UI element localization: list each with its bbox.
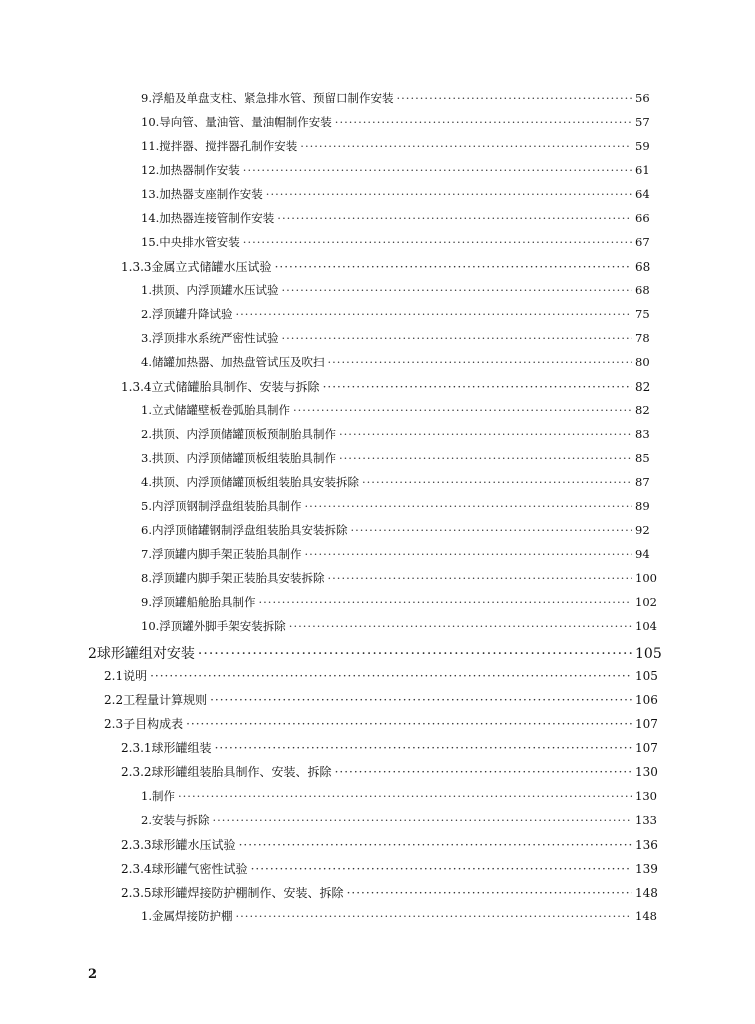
- dot-leader: [327, 571, 632, 585]
- toc-entry-page: 139: [635, 862, 658, 876]
- toc-entry-number: 2.2: [104, 693, 124, 707]
- toc-entry-number: 1.: [141, 283, 152, 297]
- toc-entry-title: 加热器连接管制作安装: [159, 211, 275, 225]
- toc-entry-number: 10.: [141, 619, 160, 633]
- toc-entry-title: 球形罐气密性试验: [151, 862, 248, 876]
- toc-entry-title: 拱顶、内浮顶储罐顶板组装胎具制作: [151, 451, 336, 465]
- toc-entry-number: 14.: [141, 211, 160, 225]
- toc-entry-page: 80: [635, 355, 650, 369]
- toc-entry-title: 球形罐组对安装: [96, 646, 195, 662]
- toc-entry-page: 130: [635, 765, 658, 779]
- dot-leader: [350, 523, 632, 537]
- dot-leader: [243, 163, 632, 177]
- dot-leader: [178, 789, 632, 803]
- dot-leader: [323, 380, 632, 394]
- toc-entry-number: 9.: [141, 595, 152, 609]
- toc-entry-number: 11.: [141, 139, 160, 153]
- toc-entry-page: 75: [635, 307, 650, 321]
- toc-entry[interactable]: [141, 306, 649, 322]
- toc-entry-page: 107: [635, 741, 658, 755]
- toc-entry[interactable]: [141, 570, 657, 586]
- toc-entry-title: 立式储罐壁板卷弧胎具制作: [151, 403, 290, 417]
- dot-leader: [239, 838, 632, 852]
- toc-entry-page: 61: [635, 163, 650, 177]
- dot-leader: [210, 693, 632, 707]
- toc-entry-number: 1.3.4: [121, 380, 152, 394]
- dot-leader: [289, 619, 632, 633]
- toc-entry[interactable]: [141, 162, 649, 178]
- toc-entry[interactable]: [121, 884, 658, 901]
- toc-entry-page: 78: [635, 331, 650, 345]
- toc-entry[interactable]: [121, 378, 649, 395]
- toc-entry-number: 3.: [141, 331, 152, 345]
- toc-entry-title: 球形罐水压试验: [151, 838, 236, 852]
- toc-entry-page: 85: [635, 451, 650, 465]
- toc-entry-number: 15.: [141, 235, 160, 249]
- toc-entry-page: 102: [635, 595, 657, 609]
- toc-entry-title: 储罐加热器、加热盘管试压及吹扫: [151, 355, 325, 369]
- toc-entry-page: 100: [635, 571, 657, 585]
- toc-entry-number: 2.3.1: [121, 741, 152, 755]
- dot-leader: [335, 115, 632, 129]
- toc-entry[interactable]: [141, 474, 649, 490]
- toc-entry-page: 57: [635, 115, 650, 129]
- dot-leader: [275, 260, 632, 274]
- toc-entry-page: 64: [635, 187, 650, 201]
- dot-leader: [251, 862, 632, 876]
- toc-entry-title: 导向管、量油管、量油帽制作安装: [159, 115, 332, 129]
- dot-leader: [362, 475, 632, 489]
- toc-entry-page: 148: [635, 886, 658, 900]
- toc-entry-title: 说明: [123, 669, 148, 683]
- toc-entry-page: 104: [635, 619, 657, 633]
- toc-entry[interactable]: [141, 138, 649, 154]
- dot-leader: [215, 741, 632, 755]
- toc-entry[interactable]: [121, 258, 649, 275]
- toc-entry-title: 球形罐组装: [151, 741, 212, 755]
- toc-entry-title: 浮顶罐升降试验: [151, 307, 233, 321]
- toc-entry[interactable]: [141, 354, 649, 370]
- toc-entry-title: 拱顶、内浮顶罐水压试验: [151, 283, 279, 297]
- toc-entry[interactable]: [141, 788, 657, 804]
- toc-entry-page: 68: [635, 260, 651, 274]
- toc-entry-page: 68: [635, 283, 650, 297]
- toc-entry-title: 工程量计算规则: [123, 693, 208, 707]
- toc-entry-page: 92: [635, 523, 650, 537]
- dot-leader: [281, 331, 632, 345]
- toc-entry-title: 中央排水管安装: [159, 235, 240, 249]
- toc-entry-number: 2.: [141, 307, 152, 321]
- dot-leader: [347, 886, 632, 900]
- dot-leader: [277, 211, 632, 225]
- toc-entry-number: 2: [88, 646, 97, 662]
- toc-entry-page: 82: [635, 403, 650, 417]
- page-number: 2: [88, 967, 98, 982]
- toc-entry-title: 拱顶、内浮顶储罐顶板组装胎具安装拆除: [151, 475, 359, 489]
- toc-entry-number: 2.: [141, 427, 152, 441]
- toc-entry[interactable]: [141, 282, 649, 298]
- toc-entry-title: 浮顶罐船舱胎具制作: [151, 595, 256, 609]
- dot-leader: [339, 427, 632, 441]
- toc-entry-title: 球形罐焊接防护棚制作、安装、拆除: [151, 886, 344, 900]
- toc-entry-page: 94: [635, 547, 650, 561]
- toc-entry[interactable]: [141, 522, 649, 538]
- toc-entry-number: 1.: [141, 403, 152, 417]
- toc-entry-page: 105: [635, 669, 658, 683]
- toc-chapter-entry[interactable]: [88, 643, 662, 663]
- toc-entry-number: 2.3.4: [121, 862, 152, 876]
- toc-entry[interactable]: [141, 618, 657, 634]
- toc-entry-page: 105: [635, 646, 662, 662]
- toc-entry[interactable]: [141, 546, 649, 562]
- toc-entry-title: 拱顶、内浮顶储罐顶板预制胎具制作: [151, 427, 336, 441]
- toc-entry-number: 7.: [141, 547, 152, 561]
- toc-entry[interactable]: [141, 594, 657, 610]
- dot-leader: [304, 499, 632, 513]
- dot-leader: [281, 283, 632, 297]
- toc-entry-title: 加热器支座制作安装: [159, 187, 263, 201]
- dot-leader: [266, 187, 632, 201]
- toc-entry-number: 3.: [141, 451, 152, 465]
- toc-entry-number: 1.: [141, 909, 152, 923]
- toc-entry-page: 56: [635, 91, 650, 105]
- toc-entry[interactable]: [141, 426, 649, 442]
- toc-entry-title: 浮顶罐外脚手架安装拆除: [159, 619, 286, 633]
- toc-entry-number: 1.: [141, 789, 152, 803]
- dot-leader: [235, 909, 632, 923]
- toc-entry[interactable]: [141, 186, 649, 202]
- dot-leader: [150, 669, 632, 683]
- toc-entry-page: 87: [635, 475, 650, 489]
- dot-leader: [212, 813, 632, 827]
- toc-entry-title: 子目构成表: [123, 717, 184, 731]
- toc-entry[interactable]: [141, 90, 649, 106]
- toc-entry-title: 浮船及单盘支柱、紧急排水管、预留口制作安装: [151, 91, 394, 105]
- toc-entry-title: 金属焊接防护棚: [151, 909, 233, 923]
- toc-entry-title: 立式储罐胎具制作、安装与拆除: [151, 380, 320, 394]
- toc-entry-number: 2.3.2: [121, 765, 152, 779]
- dot-leader: [300, 139, 632, 153]
- toc-entry[interactable]: [104, 715, 658, 732]
- toc-entry-title: 内浮顶储罐钢制浮盘组装胎具安装拆除: [151, 523, 348, 537]
- toc-entry[interactable]: [141, 908, 657, 924]
- toc-entry-number: 9.: [141, 91, 152, 105]
- toc-entry-number: 13.: [141, 187, 160, 201]
- toc-entry[interactable]: [141, 812, 657, 828]
- toc-entry-page: 82: [635, 380, 651, 394]
- toc-entry-number: 2.: [141, 813, 152, 827]
- toc-entry-number: 8.: [141, 571, 152, 585]
- toc-entry-page: 133: [635, 813, 657, 827]
- toc-entry-number: 4.: [141, 475, 152, 489]
- toc-entry-page: 89: [635, 499, 650, 513]
- toc-entry-title: 金属立式储罐水压试验: [151, 260, 272, 274]
- toc-entry[interactable]: [121, 836, 658, 853]
- dot-leader: [235, 307, 632, 321]
- toc-entry-title: 制作: [151, 789, 175, 803]
- toc-entry-title: 球形罐组装胎具制作、安装、拆除: [151, 765, 332, 779]
- toc-entry-page: 136: [635, 838, 658, 852]
- toc-entry[interactable]: [121, 860, 658, 877]
- toc-entry[interactable]: [141, 498, 649, 514]
- dot-leader: [186, 717, 632, 731]
- toc-entry[interactable]: [141, 210, 649, 226]
- toc-entry-number: 6.: [141, 523, 152, 537]
- toc-entry-page: 83: [635, 427, 650, 441]
- toc-entry-title: 内浮顶钢制浮盘组装胎具制作: [151, 499, 302, 513]
- toc-entry[interactable]: [141, 114, 649, 130]
- toc-entry[interactable]: [141, 330, 649, 346]
- dot-leader: [243, 235, 632, 249]
- toc-entry-number: 1.3.3: [121, 260, 152, 274]
- dot-leader: [335, 765, 632, 779]
- toc-entry-page: 66: [635, 211, 650, 225]
- toc-entry-title: 安装与拆除: [151, 813, 210, 827]
- toc-entry-page: 148: [635, 909, 657, 923]
- toc-entry-page: 67: [635, 235, 650, 249]
- toc-entry-number: 12.: [141, 163, 160, 177]
- toc-entry-number: 2.3: [104, 717, 124, 731]
- toc-entry[interactable]: [141, 234, 649, 250]
- toc-entry-title: 浮顶排水系统严密性试验: [151, 331, 279, 345]
- toc-entry-title: 浮顶罐内脚手架正装胎具安装拆除: [151, 571, 325, 585]
- toc-entry-number: 4.: [141, 355, 152, 369]
- toc-entry-number: 5.: [141, 499, 152, 513]
- dot-leader: [293, 403, 632, 417]
- toc-entry-page: 130: [635, 789, 657, 803]
- toc-entry-number: 2.3.3: [121, 838, 152, 852]
- toc-entry[interactable]: [141, 402, 649, 418]
- toc-entry-number: 10.: [141, 115, 160, 129]
- toc-entry-page: 107: [635, 717, 658, 731]
- dot-leader: [327, 355, 632, 369]
- dot-leader: [198, 646, 632, 662]
- toc-entry-title: 加热器制作安装: [159, 163, 240, 177]
- toc-entry[interactable]: [121, 739, 658, 756]
- dot-leader: [339, 451, 632, 465]
- toc-entry[interactable]: [104, 667, 658, 684]
- toc-entry-title: 搅拌器、搅拌器孔制作安装: [159, 139, 298, 153]
- toc-entry-title: 浮顶罐内脚手架正装胎具制作: [151, 547, 302, 561]
- toc-entry[interactable]: [141, 450, 649, 466]
- dot-leader: [396, 91, 632, 105]
- dot-leader: [258, 595, 632, 609]
- toc-entry-page: 59: [635, 139, 650, 153]
- toc-entry-number: 2.3.5: [121, 886, 152, 900]
- toc-entry-page: 106: [635, 693, 658, 707]
- dot-leader: [304, 547, 632, 561]
- toc-entry[interactable]: [104, 691, 658, 708]
- toc-entry-number: 2.1: [104, 669, 124, 683]
- toc-entry[interactable]: [121, 763, 658, 780]
